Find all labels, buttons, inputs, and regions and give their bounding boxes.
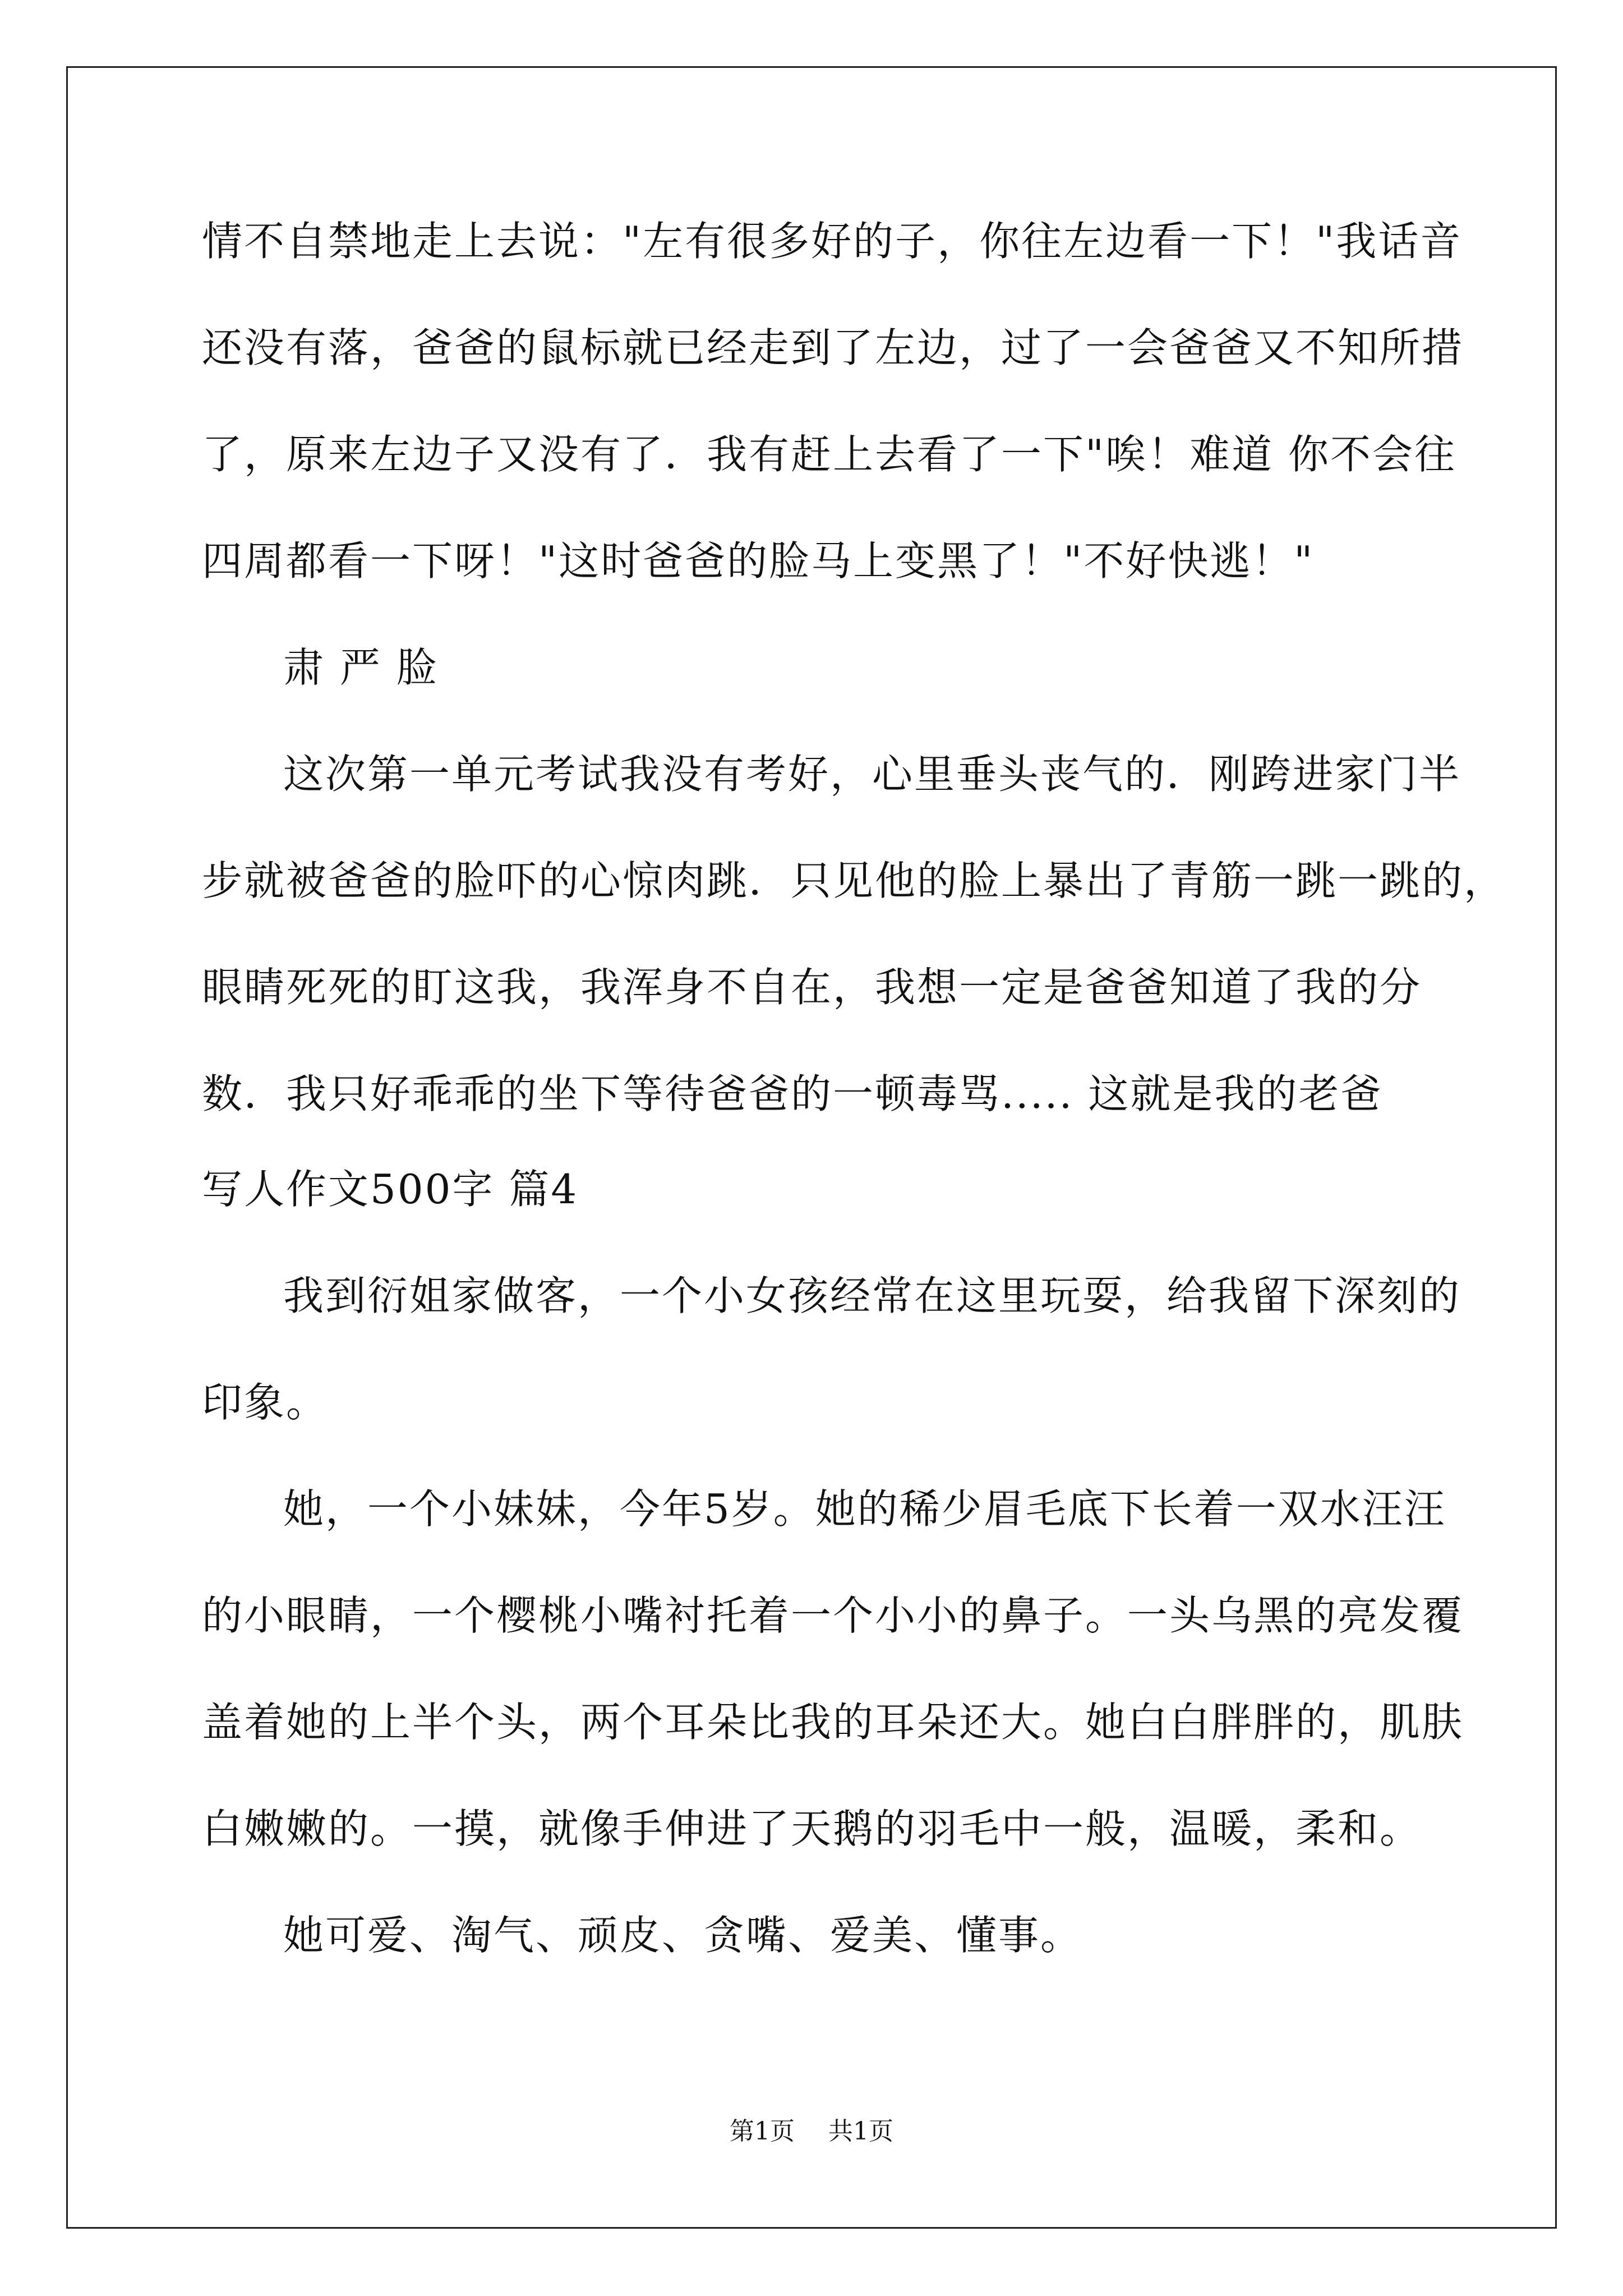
page-footer xyxy=(0,2115,1623,2148)
paragraph-line: 这次第一单元考试我没有考好，心里垂头丧气的．刚跨进家门半 xyxy=(283,751,1461,798)
paragraph-line: 数．我只好乖乖的坐下等待爸爸的一顿毒骂..... 这就是我的老爸 xyxy=(202,1070,1383,1117)
paragraph-line: 还没有落，爸爸的鼠标就已经走到了左边，过了一会爸爸又不知所措 xyxy=(202,324,1464,371)
paragraph-line: 情不自禁地走上去说："左有很多好的子，你往左边看一下！"我话音 xyxy=(202,218,1463,265)
paragraph-line: 步就被爸爸的脸吓的心惊肉跳．只见他的脸上暴出了青筋一跳一跳的， xyxy=(202,857,1506,904)
paragraph-line: 盖着她的上半个头，两个耳朵比我的耳朵还大。她白白胖胖的，肌肤 xyxy=(202,1699,1464,1746)
paragraph-line: 她可爱、淘气、顽皮、贪嘴、爱美、懂事。 xyxy=(283,1912,1083,1959)
paragraph-line: 的小眼睛，一个樱桃小嘴衬托着一个小小的鼻子。一头乌黑的亮发覆 xyxy=(202,1592,1464,1639)
paragraph-line: 白嫩嫩的。一摸，就像手伸进了天鹅的羽毛中一般，温暖，柔和。 xyxy=(202,1805,1422,1852)
paragraph-line: 我到衍姐家做客，一个小女孩经常在这里玩耍，给我留下深刻的 xyxy=(283,1272,1461,1319)
paragraph-line: 印象。 xyxy=(202,1379,329,1426)
article-title: 写人作文500字 篇4 xyxy=(202,1166,579,1213)
paragraph-line: 眼睛死死的盯这我，我浑身不自在，我想一定是爸爸知道了我的分 xyxy=(202,964,1422,1011)
page-total: 共1页 xyxy=(828,2117,893,2146)
section-heading: 肃 严 脸 xyxy=(283,644,439,691)
page-frame xyxy=(66,66,1557,2229)
paragraph-line: 了，原来左边子又没有了．我有赶上去看了一下"唉！难道 你不会往 xyxy=(202,431,1457,478)
page-number: 第1页 xyxy=(730,2117,795,2146)
paragraph-line: 四周都看一下呀！"这时爸爸的脸马上变黑了！"不好快逃！" xyxy=(202,537,1315,585)
paragraph-line: 她，一个小妹妹，今年5岁。她的稀少眉毛底下长着一双水汪汪 xyxy=(283,1485,1446,1533)
